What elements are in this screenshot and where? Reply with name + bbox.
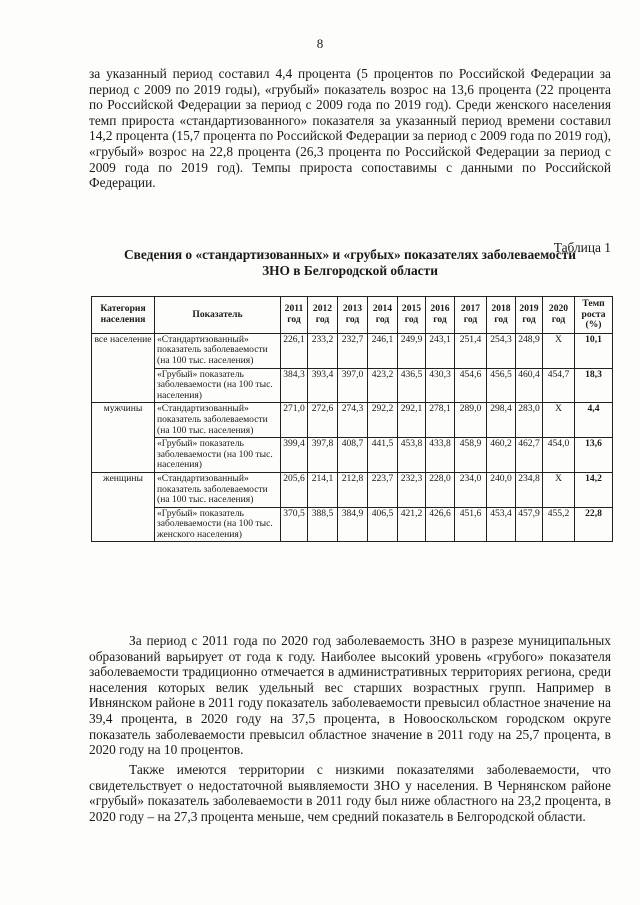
value-cell: X [543,333,575,368]
value-cell: 232,7 [338,333,368,368]
value-cell: 406,5 [368,507,398,542]
value-cell: 248,9 [516,333,543,368]
value-cell: 274,3 [338,403,368,438]
table-row [92,368,613,403]
table-label: Таблица 1 [553,240,611,255]
header-year: 2016 год [426,297,455,334]
table-row [92,507,613,542]
value-cell: 223,7 [368,472,398,507]
rate-cell: 18,3 [575,368,613,403]
value-cell: 457,9 [516,507,543,542]
value-cell: 441,5 [368,438,398,473]
value-cell: 289,0 [455,403,487,438]
category-cell: женщины [92,472,155,542]
table-row [92,403,613,438]
header-rate: Темп роста (%) [575,297,613,334]
value-cell: 436,5 [398,368,426,403]
header-year: 2019 год [516,297,543,334]
rate-cell: 13,6 [575,438,613,473]
paragraph-intro: за указанный период составил 4,4 процента (5 процентов по Российской Федерации за период с 2009 по 2019 годы), «грубый» показатель возрос на 13,6 процента (22 процента по Российской Федерации за период с 2009 года по 2019 год). Среди женского населения темп прироста «стандартизованного» показателя за указанный период времени составил 14,2 процента (15,7 процента по Российской Федерации за период с 2009 года по 2019 год), «грубый» возрос на 22,8 процента (26,3 процента по Российской Федерации за период с 2009 года по 2019 год). Темпы прироста сопоставимы с данными по Российской Федерации. [89,66,611,191]
value-cell: 433,8 [426,438,455,473]
rate-cell: 22,8 [575,507,613,542]
header-year: 2012 год [308,297,338,334]
indicator-cell: «Грубый» показатель заболеваемости (на 100 тыс. населения) [155,368,281,403]
value-cell: 214,1 [308,472,338,507]
value-cell: 226,1 [281,333,308,368]
value-cell: 460,2 [487,438,516,473]
header-year: 2018 год [487,297,516,334]
value-cell: 397,8 [308,438,338,473]
value-cell: 243,1 [426,333,455,368]
header-year: 2020 год [543,297,575,334]
value-cell: 212,8 [338,472,368,507]
value-cell: 454,6 [455,368,487,403]
value-cell: 430,3 [426,368,455,403]
value-cell: 283,0 [516,403,543,438]
header-category: Категория населения [92,297,155,334]
value-cell: 272,6 [308,403,338,438]
value-cell: 460,4 [516,368,543,403]
value-cell: 370,5 [281,507,308,542]
table-row [92,333,613,368]
value-cell: 453,8 [398,438,426,473]
value-cell: 292,2 [368,403,398,438]
value-cell: 453,4 [487,507,516,542]
value-cell: 246,1 [368,333,398,368]
value-cell: 233,2 [308,333,338,368]
value-cell: 408,7 [338,438,368,473]
page-number: 8 [316,36,324,51]
header-year: 2011 год [281,297,308,334]
value-cell: 271,0 [281,403,308,438]
value-cell: 249,9 [398,333,426,368]
value-cell: 228,0 [426,472,455,507]
rate-cell: 14,2 [575,472,613,507]
value-cell: 384,9 [338,507,368,542]
value-cell: 205,6 [281,472,308,507]
table-title-line-2: ЗНО в Белгородской области [262,263,438,278]
category-cell: все население [92,333,155,403]
value-cell: 426,6 [426,507,455,542]
paragraph-municipal: За период с 2011 года по 2020 год заболеваемость ЗНО в разрезе муниципальных образований варьирует от года к году. Наиболее высокий уровень «грубого» показателя заболеваемости традиционно отмечается в административных территориях региона, среди населения которых велик удельный вес старших возрастных групп. Например в Ивнянском районе в 2011 году показатель заболеваемости превысил областное значение на 39,4 процента, в 2020 году на 37,5 процента, в Новооскольском городском округе показатель заболеваемости превысил областное значение в 2011 году на 25,7 процента, в 2020 году на 10 процентов. [89,633,611,758]
table-row [92,472,613,507]
header-year: 2014 год [368,297,398,334]
value-cell: 399,4 [281,438,308,473]
category-cell: мужчины [92,403,155,473]
value-cell: 423,2 [368,368,398,403]
value-cell: 421,2 [398,507,426,542]
value-cell: 234,8 [516,472,543,507]
value-cell: 384,3 [281,368,308,403]
indicator-cell: «Грубый» показатель заболеваемости (на 100 тыс. женского населения) [155,507,281,542]
value-cell: 454,7 [543,368,575,403]
header-year: 2015 год [398,297,426,334]
value-cell: 456,5 [487,368,516,403]
value-cell: 451,6 [455,507,487,542]
table-header-row [92,297,613,334]
table-title [80,247,620,279]
value-cell: 240,0 [487,472,516,507]
paragraph-low-rates: Также имеются территории с низкими показателями заболеваемости, что свидетельствует о недостаточной выявляемости ЗНО у населения. В Чернянском районе «грубый» показатель заболеваемости в 2011 году был ниже областного на 23,2 процента, в 2020 году – на 27,3 процента меньше, чем средний показатель в Белгородской области. [89,762,611,824]
header-year: 2017 год [455,297,487,334]
value-cell: 232,3 [398,472,426,507]
value-cell: 397,0 [338,368,368,403]
incidence-table [91,296,613,542]
value-cell: 234,0 [455,472,487,507]
value-cell: 251,4 [455,333,487,368]
value-cell: 292,1 [398,403,426,438]
indicator-cell: «Стандартизованный» показатель заболеваемости (на 100 тыс. населения) [155,472,281,507]
value-cell: 458,9 [455,438,487,473]
header-indicator: Показатель [155,297,281,334]
value-cell: 462,7 [516,438,543,473]
rate-cell: 10,1 [575,333,613,368]
table-title-line-1: Сведения о «стандартизованных» и «грубых» показателях заболеваемости [124,247,576,262]
value-cell: 388,5 [308,507,338,542]
value-cell: 278,1 [426,403,455,438]
rate-cell: 4,4 [575,403,613,438]
header-year: 2013 год [338,297,368,334]
indicator-cell: «Грубый» показатель заболеваемости (на 100 тыс. населения) [155,438,281,473]
value-cell: 393,4 [308,368,338,403]
value-cell: 254,3 [487,333,516,368]
value-cell: X [543,403,575,438]
indicator-cell: «Стандартизованный» показатель заболеваемости (на 100 тыс. населения) [155,333,281,368]
indicator-cell: «Стандартизованный» показатель заболеваемости (на 100 тыс. населения) [155,403,281,438]
value-cell: X [543,472,575,507]
value-cell: 454,0 [543,438,575,473]
value-cell: 298,4 [487,403,516,438]
table-row [92,438,613,473]
value-cell: 455,2 [543,507,575,542]
